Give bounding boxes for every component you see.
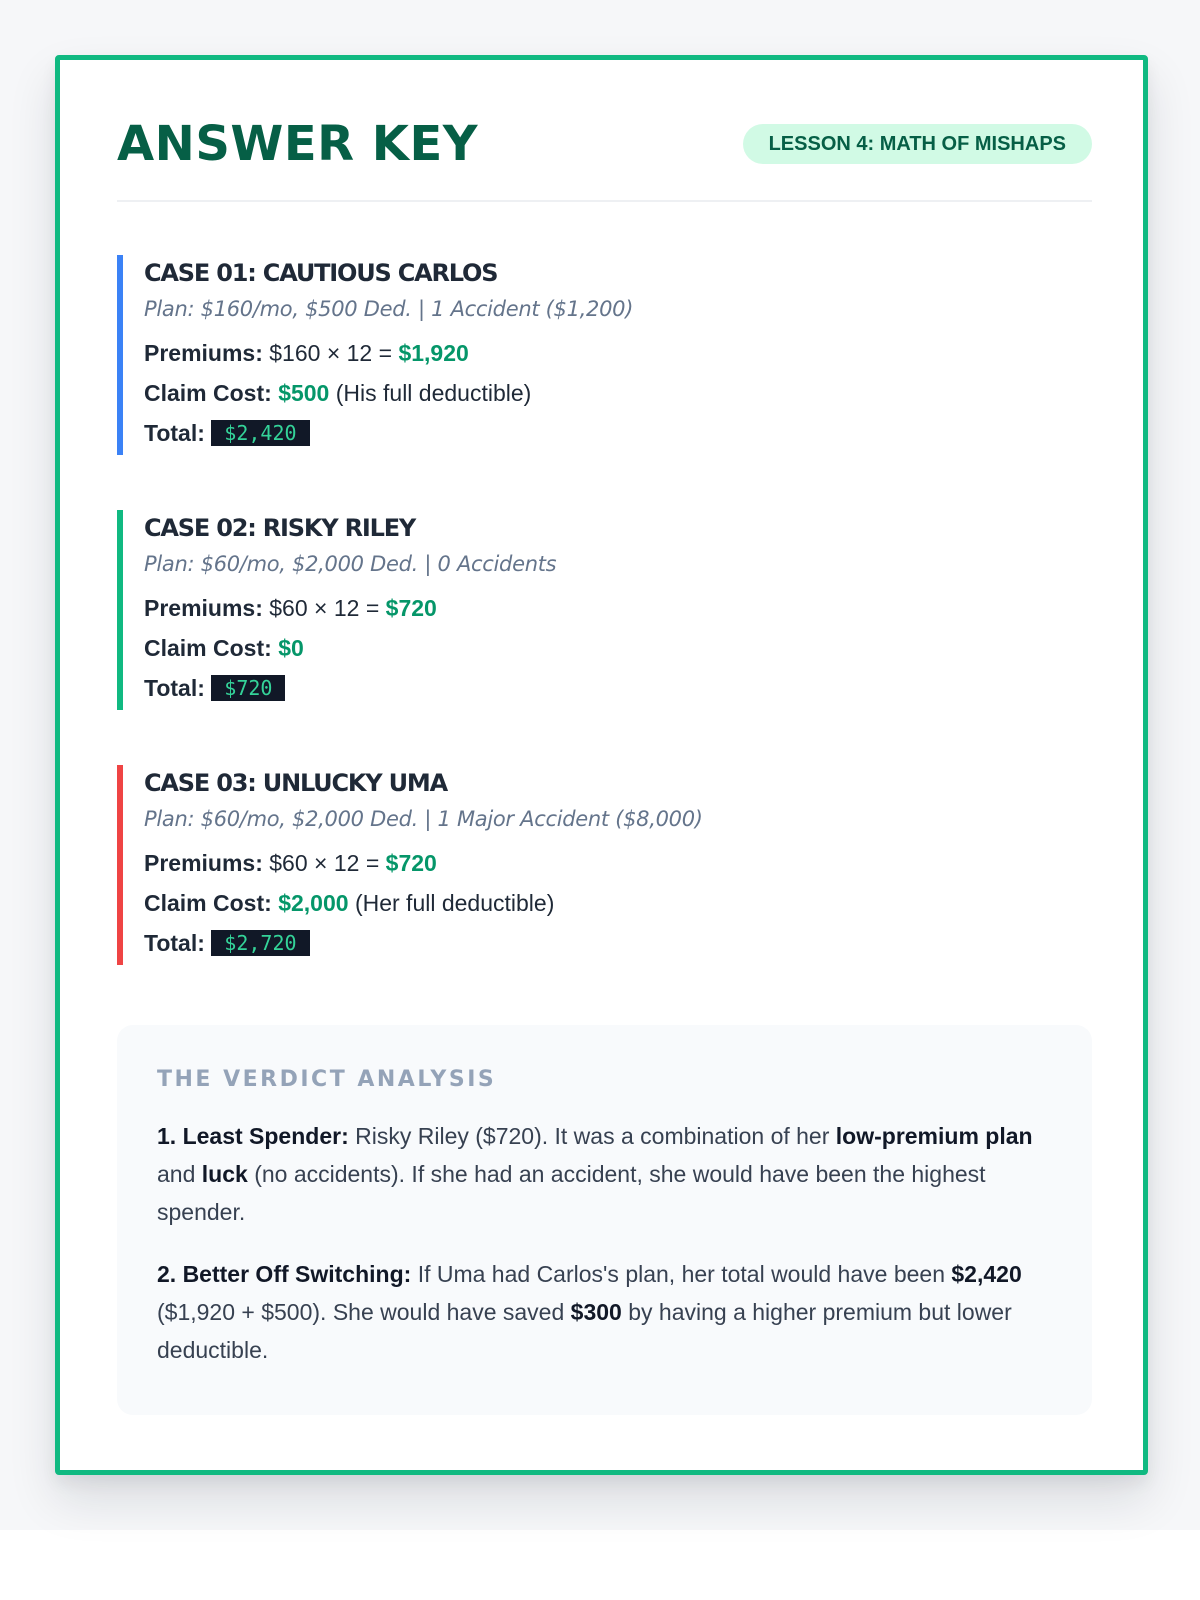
premiums-result: $720	[385, 595, 437, 621]
case-accent-bar	[117, 255, 123, 455]
verdict-text: Risky Riley ($720). It was a combination of her	[355, 1123, 830, 1149]
claim-label: Claim Cost:	[144, 635, 272, 661]
premiums-result: $720	[385, 850, 437, 876]
case-title: CASE 01: CAUTIOUS CARLOS	[144, 259, 498, 287]
case-accent-bar	[117, 765, 123, 965]
page-title: ANSWER KEY	[117, 116, 479, 172]
case-title: CASE 02: RISKY RILEY	[144, 514, 416, 542]
claim-label: Claim Cost:	[144, 380, 272, 406]
total-line	[144, 413, 1092, 453]
claim-line	[144, 373, 1092, 413]
claim-note: (His full deductible)	[335, 380, 532, 406]
verdict-text: ($1,920 + $500). She would have saved	[157, 1299, 565, 1325]
case-01	[117, 255, 1092, 453]
verdict-emphasis: low-premium plan	[835, 1123, 1033, 1149]
claim-line	[144, 883, 1092, 923]
claim-line	[144, 628, 1092, 668]
verdict-point-2	[157, 1255, 1054, 1369]
verdict-text: and	[157, 1161, 196, 1187]
total-value: $2,420	[211, 420, 309, 446]
case-02	[117, 510, 1092, 708]
verdict-title: THE VERDICT ANALYSIS	[157, 1067, 497, 1092]
total-value: $2,720	[211, 930, 309, 956]
premiums-line	[144, 333, 1092, 373]
verdict-panel	[117, 1025, 1092, 1415]
premiums-calc: $60 × 12 =	[269, 850, 380, 876]
claim-note: (Her full deductible)	[354, 890, 555, 916]
case-plan: Plan: $160/mo, $500 Ded. | 1 Accident ($1,200)	[144, 297, 634, 321]
premiums-calc: $60 × 12 =	[269, 595, 380, 621]
claim-label: Claim Cost:	[144, 890, 272, 916]
claim-value: $2,000	[278, 890, 349, 916]
premiums-line	[144, 588, 1092, 628]
premiums-result: $1,920	[398, 340, 469, 366]
total-label: Total:	[144, 930, 205, 956]
case-accent-bar	[117, 510, 123, 710]
verdict-text: by having a higher premium but lower deductible.	[157, 1299, 1012, 1363]
answer-key-card	[55, 55, 1148, 1475]
premiums-label: Premiums:	[144, 850, 263, 876]
total-line	[144, 923, 1092, 963]
verdict-emphasis: $300	[570, 1299, 622, 1325]
premiums-calc: $160 × 12 =	[269, 340, 393, 366]
verdict-lead: 2. Better Off Switching:	[157, 1261, 412, 1287]
claim-value: $0	[278, 635, 304, 661]
lesson-badge: LESSON 4: MATH OF MISHAPS	[743, 124, 1092, 164]
premiums-label: Premiums:	[144, 595, 263, 621]
case-plan: Plan: $60/mo, $2,000 Ded. | 0 Accidents	[144, 552, 557, 576]
verdict-lead: 1. Least Spender:	[157, 1123, 349, 1149]
premiums-line	[144, 843, 1092, 883]
premiums-label: Premiums:	[144, 340, 263, 366]
case-03	[117, 765, 1092, 963]
case-plan: Plan: $60/mo, $2,000 Ded. | 1 Major Accident ($8,000)	[144, 807, 703, 831]
verdict-emphasis: $2,420	[951, 1261, 1022, 1287]
case-title: CASE 03: UNLUCKY UMA	[144, 769, 447, 797]
verdict-emphasis: luck	[201, 1161, 248, 1187]
verdict-point-1	[157, 1117, 1054, 1231]
header	[117, 118, 1092, 202]
claim-value: $500	[278, 380, 330, 406]
verdict-text: If Uma had Carlos's plan, her total would have been	[417, 1261, 945, 1287]
total-label: Total:	[144, 420, 205, 446]
verdict-text: (no accidents). If she had an accident, she would have been the highest spender.	[157, 1161, 986, 1225]
total-label: Total:	[144, 675, 205, 701]
total-line	[144, 668, 1092, 708]
total-value: $720	[211, 675, 285, 701]
